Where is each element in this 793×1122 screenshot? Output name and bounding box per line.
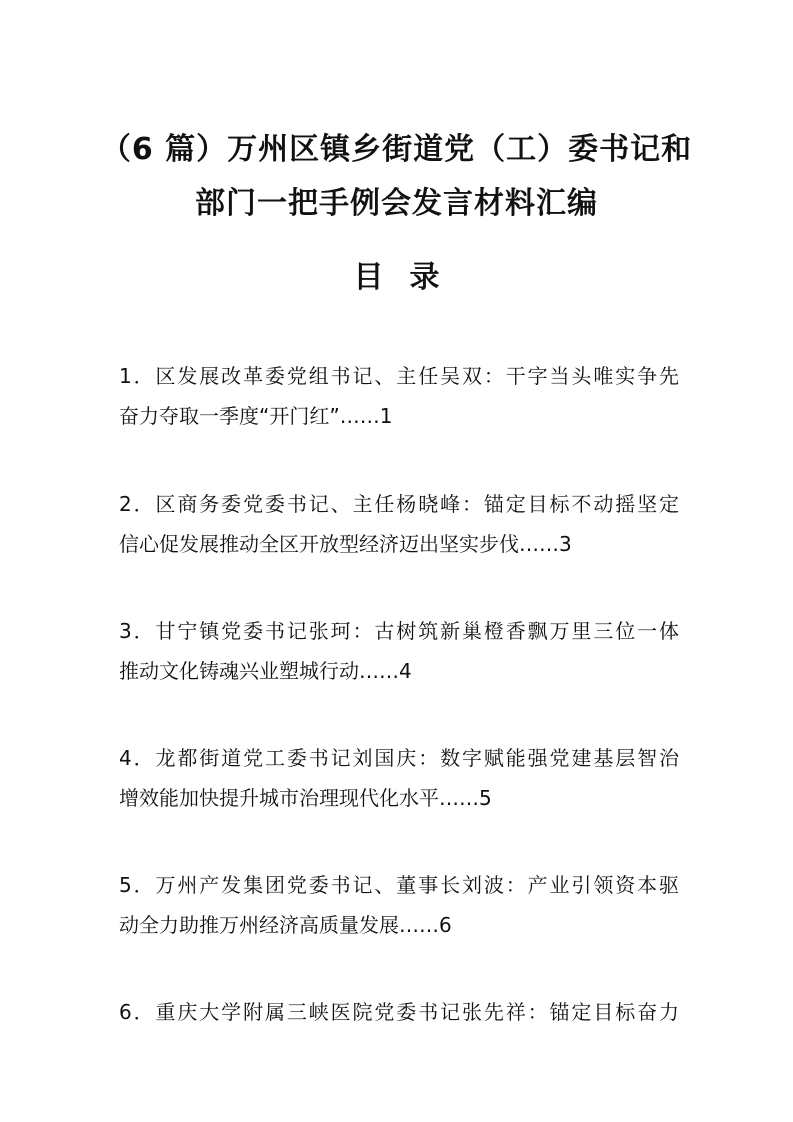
toc-entry-line-2 <box>119 524 679 564</box>
document-title-line-1: （6 篇）万州区镇乡街道党（工）委书记和 <box>100 132 693 167</box>
toc-page-number: 5 <box>479 786 492 810</box>
document-title-line-2: 部门一把手例会发言材料汇编 <box>195 186 598 221</box>
toc-entry[interactable] <box>119 738 679 818</box>
toc-page-number: 4 <box>399 659 412 683</box>
toc-entry[interactable] <box>119 611 679 691</box>
toc-entry-line-1: 4．龙都街道党工委书记刘国庆：数字赋能强党建基层智治 <box>119 746 679 770</box>
toc-entry-line-1: 6．重庆大学附属三峡医院党委书记张先祥：锚定目标奋力 <box>119 1000 679 1024</box>
toc-entry[interactable] <box>119 992 679 1032</box>
toc-heading: 目录 <box>353 260 466 295</box>
toc-entry-line-2 <box>119 778 679 818</box>
toc-entry[interactable] <box>119 484 679 564</box>
toc-page-number: 1 <box>379 404 393 428</box>
toc-entry-line-1: 1．区发展改革委党组书记、主任吴双：干字当头唯实争先 <box>119 364 679 388</box>
toc-entry-text: 推动文化铸魂兴业塑城行动…… <box>119 659 399 683</box>
toc-entry-line-1: 5．万州产发集团党委书记、董事长刘波：产业引领资本驱 <box>119 873 679 897</box>
toc-entry-text: 动全力助推万州经济高质量发展…… <box>119 913 439 937</box>
toc-entry-text: 奋力夺取一季度“开门红”…… <box>119 404 380 428</box>
toc-entry-line-1: 2．区商务委党委书记、主任杨晓峰：锚定目标不动摇坚定 <box>119 492 679 516</box>
toc-entry-line-2 <box>119 905 679 945</box>
toc-entry[interactable] <box>119 356 679 436</box>
toc-entry[interactable] <box>119 865 679 945</box>
toc-entry-line-1: 3．甘宁镇党委书记张珂：古树筑新巢橙香飘万里三位一体 <box>119 619 679 643</box>
toc-entry-text: 信心促发展推动全区开放型经济迈出坚实步伐…… <box>119 532 559 556</box>
toc-entry-text: 增效能加快提升城市治理现代化水平…… <box>119 786 479 810</box>
toc-entry-line-2 <box>119 651 679 691</box>
toc-page-number: 6 <box>439 913 452 937</box>
toc-page-number: 3 <box>559 532 572 556</box>
toc-entry-line-2 <box>119 396 679 436</box>
